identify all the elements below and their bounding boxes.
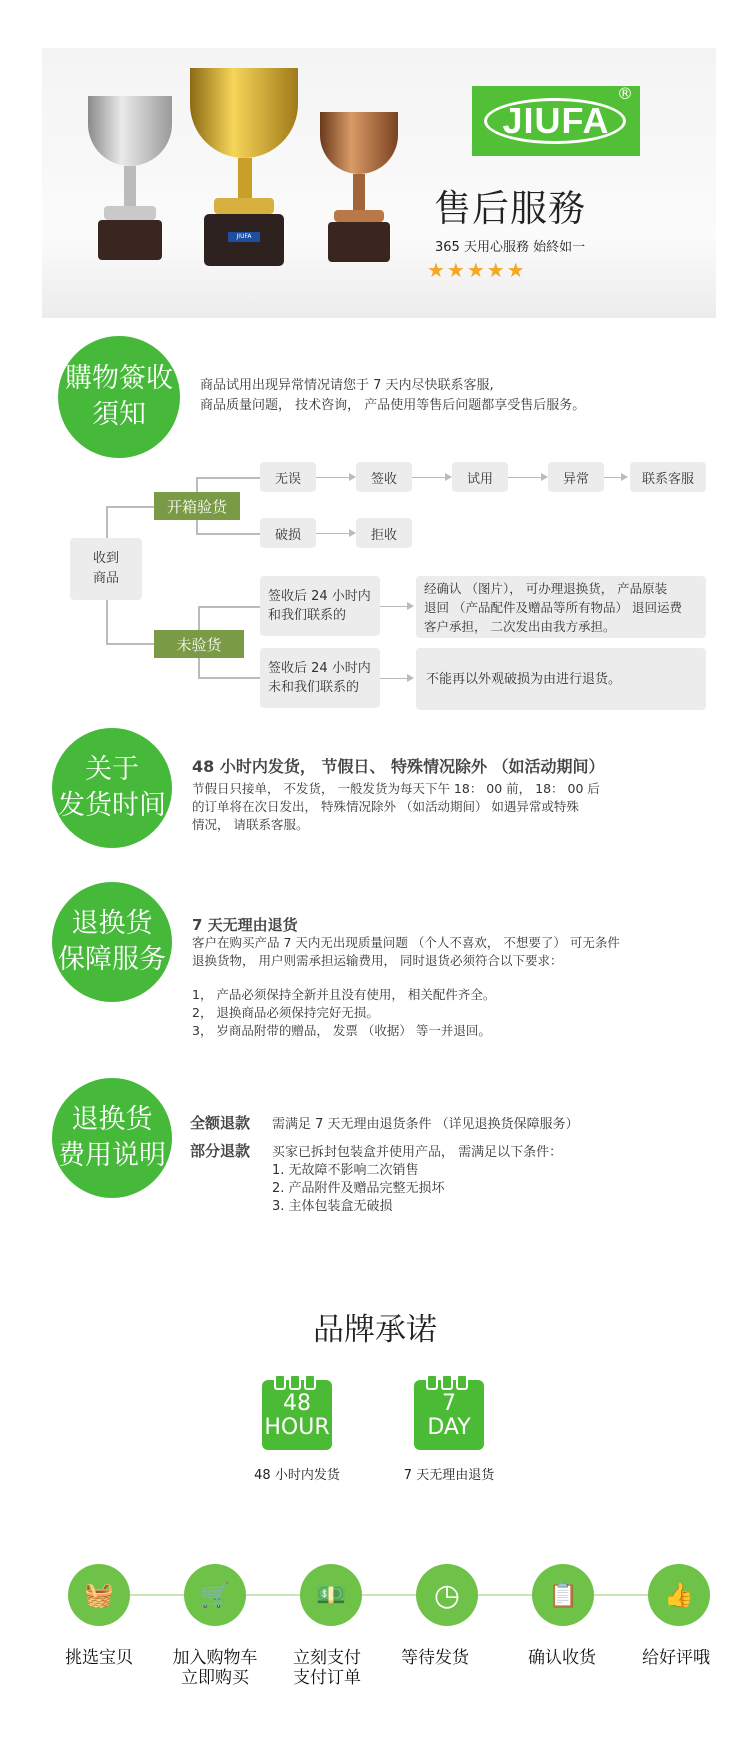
- flow-step-damaged: 破损: [260, 518, 316, 548]
- purchase-notice-circle: 購物簽收 須知: [58, 336, 180, 458]
- shipping-time-circle: 关于 发货时间: [52, 728, 172, 848]
- commitment-title: 品牌承诺: [313, 1312, 437, 1348]
- hero-subtitle: 365 天用心服務 始終如一: [435, 240, 586, 255]
- trophy-badge: JIUFA: [228, 232, 260, 242]
- return-guarantee-text: 7 天无理由退货 客户在购买产品 7 天内无出现质量问题 （个人不喜欢， 不想要了） 可无条件 退换货物， 用户则需承担运输费用， 同时退货必须符合以下要求： 1， 产品必须保持全新并且没有使用， 相关配件齐全。 2， 退换商品必须保持完好无损。 3， 岁商品附带的赠品， 发票 （收据） 等一并退回。: [192, 916, 620, 1038]
- flow-branch-inspect: 开箱验货: [154, 492, 240, 520]
- bronze-trophy: [314, 106, 404, 270]
- step-label-cart: 加入购物车 立即购买: [172, 1648, 258, 1688]
- flow-step-reject: 拒收: [356, 518, 412, 548]
- partial-refund-label: 部分退款: [190, 1142, 251, 1160]
- flow-cond-not-contacted: 签收后 24 小时内 未和我们联系的: [260, 648, 380, 708]
- cart-icon: 🛒: [184, 1564, 246, 1626]
- hero-banner: [42, 48, 716, 318]
- purchase-notice-text: 商品试用出现异常情况请您于 7 天内尽快联系客服, 商品质量问题， 技术咨询， 产品使用等售后问题都享受售后服务。: [200, 378, 586, 413]
- commitment-caption-7day: 7 天无理由退货: [403, 1468, 495, 1483]
- flow-cond-contacted: 签收后 24 小时内 和我们联系的: [260, 576, 380, 636]
- flow-branch-no-inspect: 未验货: [154, 630, 244, 658]
- return-guarantee-circle: 退换货 保障服务: [52, 882, 172, 1002]
- flow-step-contact: 联系客服: [630, 462, 706, 492]
- flow-step-trial: 试用: [452, 462, 508, 492]
- return-guarantee-heading: 7 天无理由退货: [192, 916, 298, 934]
- money-icon: 💵: [300, 1564, 362, 1626]
- gold-trophy: [182, 62, 306, 270]
- flow-step-ok: 无误: [260, 462, 316, 492]
- return-fee-circle: 退换货 费用说明: [52, 1078, 172, 1198]
- return-fee-text: 全额退款 需满足 7 天无理由退货条件 （详见退换货保障服务） 部分退款 买家已拆封包装盒并使用产品， 需满足以下条件： 1. 无故障不影响二次销售 2. 产品附件及赠品完整无损坏 3. 主体包装盒无破损: [190, 1114, 579, 1214]
- partial-refund-text: 买家已拆封包装盒并使用产品， 需满足以下条件：: [272, 1145, 563, 1160]
- step-label-review: 给好评哦: [642, 1648, 710, 1668]
- flow-step-abnormal: 异常: [548, 462, 604, 492]
- shipping-time-heading: 48 小时内发货， 节假日、 特殊情况除外 （如活动期间）: [192, 757, 605, 776]
- clock-icon: ◷: [416, 1564, 478, 1626]
- hero-title: 售后服務: [434, 187, 586, 230]
- rating-stars: ★★★★★: [427, 258, 527, 282]
- calendar-48-hour-icon: 48 HOUR: [262, 1380, 332, 1450]
- flow-result-no-return: 不能再以外观破损为由进行退货。: [416, 648, 706, 710]
- full-refund-text: 需满足 7 天无理由退货条件 （详见退换货保障服务）: [272, 1117, 579, 1132]
- brand-logo: JIUFA ®: [472, 86, 640, 156]
- silver-trophy: [80, 88, 180, 268]
- thumbs-up-icon: 👍: [648, 1564, 710, 1626]
- step-label-confirm: 确认收货: [528, 1648, 596, 1668]
- shipping-time-text: 48 小时内发货， 节假日、 特殊情况除外 （如活动期间） 节假日只接单， 不发货， 一般发货为每天下午 18： 00 前， 18： 00 后 的订单将在次日发出， 特殊情况除外 （如活动期间） 如遇异常或特殊 情况， 请联系客服。: [192, 757, 605, 832]
- step-label-pick: 挑选宝贝: [65, 1648, 133, 1668]
- flow-start-node: 收到 商品: [70, 538, 142, 600]
- full-refund-label: 全额退款: [190, 1114, 251, 1132]
- calendar-7-day-icon: 7 DAY: [414, 1380, 484, 1450]
- registered-mark: ®: [617, 84, 633, 103]
- step-label-pay: 立刻支付 支付订单: [293, 1648, 361, 1688]
- step-label-wait: 等待发货: [401, 1648, 469, 1668]
- flow-step-sign: 签收: [356, 462, 412, 492]
- clipboard-icon: 📋: [532, 1564, 594, 1626]
- commitment-caption-48h: 48 小时内发货: [254, 1468, 340, 1483]
- flow-result-returnable: 经确认 （图片）， 可办理退换货， 产品原装 退回 （产品配件及赠品等所有物品） 退回运费 客户承担， 二次发出由我方承担。: [416, 576, 706, 638]
- basket-icon: 🧺: [68, 1564, 130, 1626]
